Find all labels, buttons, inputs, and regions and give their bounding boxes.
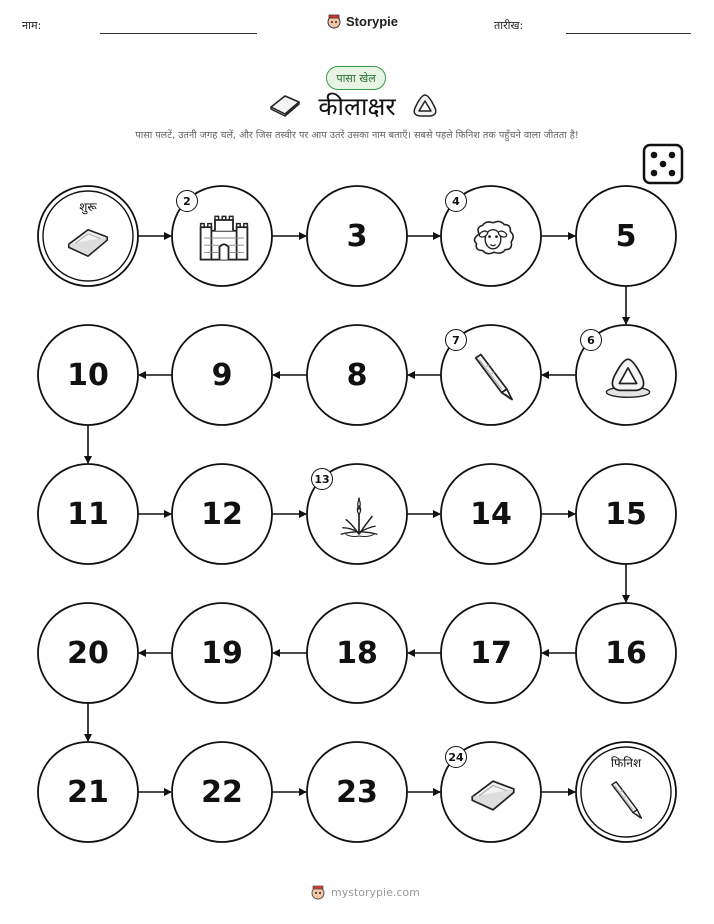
space-number-badge: 7: [445, 329, 467, 351]
space-number: 9: [211, 357, 233, 393]
space-number: 3: [346, 218, 368, 254]
footer: [310, 884, 420, 900]
clay-tablet-icon: [64, 225, 112, 263]
space-number-badge: 4: [445, 190, 467, 212]
instructions-text: पासा पलटें, उतनी जगह चलें, और जिस तस्वीर पर आप उतरें उसका नाम बताएँ। सबसे पहले फिनिश तक पहुँचने वाला जीतता है!: [135, 130, 579, 141]
finish-label: फिनिश: [610, 756, 642, 770]
space-number-badge: 24: [445, 746, 467, 768]
space-number-badge: 13: [311, 468, 333, 490]
space-number: 11: [67, 496, 109, 532]
space-number: 15: [605, 496, 647, 532]
date-label: तारीख:: [494, 19, 524, 32]
space-number: 21: [67, 774, 109, 810]
brand-name: Storypie: [346, 13, 399, 29]
space-number: 14: [470, 496, 512, 532]
game-type-badge: पासा खेल: [326, 66, 386, 90]
space-number: 19: [201, 635, 243, 671]
space-number: 5: [615, 218, 637, 254]
space-number: 16: [605, 635, 647, 671]
storypie-mascot-icon: [310, 884, 326, 900]
page-title: कीलाक्षर: [318, 92, 396, 121]
space-number: 17: [470, 635, 512, 671]
reed-plant-icon: [334, 491, 384, 545]
space-number-badge: 2: [176, 190, 198, 212]
space-number: 8: [346, 357, 368, 393]
reed-pen-icon: [467, 351, 519, 407]
space-number: 18: [336, 635, 378, 671]
fort-icon: [197, 211, 251, 269]
space-number: 12: [201, 496, 243, 532]
start-label: शुरू: [79, 200, 97, 214]
clay-tablet-icon: [467, 776, 519, 816]
space-number: 22: [201, 774, 243, 810]
reed-pen-icon: [605, 779, 647, 825]
sheep-icon: [467, 215, 519, 266]
space-number: 23: [336, 774, 378, 810]
name-label: नाम:: [22, 19, 42, 32]
footer-url: mystorypie.com: [331, 885, 420, 899]
space-number: 10: [67, 357, 109, 393]
space-number-badge: 6: [580, 329, 602, 351]
triangle-stone-icon: [602, 354, 654, 405]
space-number: 20: [67, 635, 109, 671]
